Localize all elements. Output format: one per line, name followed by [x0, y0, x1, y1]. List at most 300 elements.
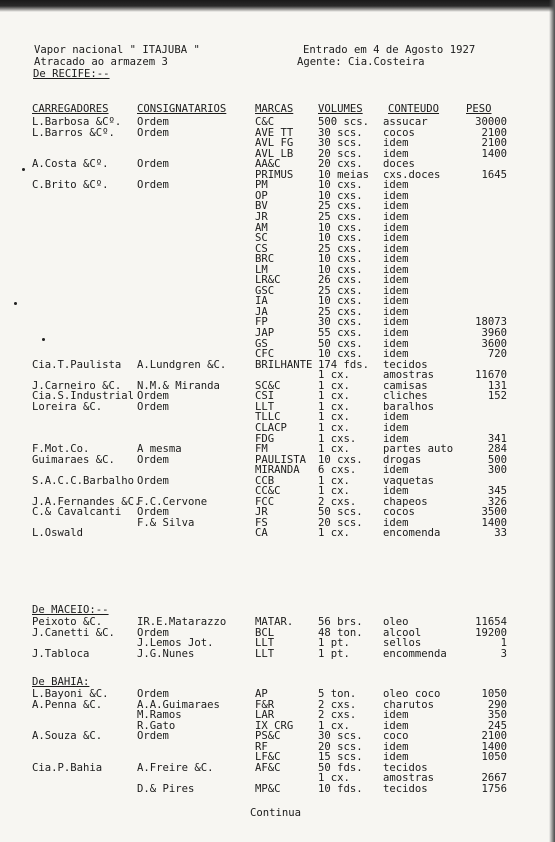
cell-contents: tecidos: [383, 359, 428, 371]
table-row: [0, 233, 555, 244]
cell-shipper: L.Barbosa &Cº.: [32, 117, 122, 128]
cell-contents: idem: [383, 338, 409, 350]
cell-volumes: 2 cxs.: [318, 710, 357, 721]
cell-weight: 326: [487, 496, 507, 508]
table-row: [0, 773, 555, 784]
table-row: [0, 349, 555, 360]
cell-shipper: Cia.T.Paulista: [32, 359, 122, 371]
table-row: [0, 244, 555, 255]
cell-marks: BCL: [255, 627, 275, 639]
cell-volumes: 20 scs.: [318, 741, 363, 753]
cell-volumes: 50 cxs.: [318, 338, 363, 350]
table-row: [0, 402, 555, 413]
table-row: [0, 731, 555, 742]
table-row: [0, 360, 555, 371]
table-row: [0, 138, 555, 149]
cell-marks: MP&C: [255, 783, 281, 795]
table-row: [0, 201, 555, 212]
cell-volumes: 20 cxs.: [318, 159, 363, 170]
berth-info: Atracado ao armazem 3: [34, 56, 168, 68]
cell-marks: FM: [255, 444, 268, 455]
table-row: [0, 170, 555, 181]
cell-weight: 245: [487, 720, 507, 732]
table-row: [0, 742, 555, 753]
cell-contents: idem: [383, 328, 409, 339]
table-row: [0, 296, 555, 307]
cell-marks: BRILHANTE: [255, 359, 313, 371]
column-header-weight: PESO: [466, 103, 492, 115]
cell-weight: 341: [487, 433, 507, 444]
cell-contents: idem: [383, 275, 409, 286]
cell-marks: GSC: [255, 285, 275, 297]
cell-volumes: 2 cxs.: [318, 496, 357, 508]
cell-weight: 1050: [481, 689, 507, 700]
column-header-marks: MARCAS: [255, 103, 294, 115]
cell-volumes: 25 cxs.: [318, 306, 363, 318]
cell-marks: LM: [255, 264, 268, 276]
cell-shipper: L.Barros &Cº.: [32, 127, 115, 139]
cell-consignee: Ordem: [137, 627, 169, 639]
cell-consignee: Ordem: [137, 127, 169, 139]
cell-marks: RF: [255, 741, 268, 753]
cell-contents: idem: [383, 486, 409, 497]
cell-contents: cliches: [383, 391, 428, 402]
table-row: [0, 275, 555, 286]
cell-weight: 300: [487, 465, 507, 476]
table-row: [0, 328, 555, 339]
cell-contents: vaquetas: [383, 475, 435, 487]
table-row: [0, 784, 555, 795]
cell-shipper: A.Penna &C.: [32, 699, 103, 711]
cell-weight: 284: [487, 444, 507, 455]
origin-section-bahia: De BAHIA:: [32, 676, 90, 688]
cell-marks: LR&C: [255, 275, 281, 286]
cell-volumes: 20 scs.: [318, 517, 363, 529]
cell-weight: 1400: [481, 517, 507, 529]
cell-marks: LLT: [255, 401, 275, 413]
cell-shipper: C.& Cavalcanti: [32, 507, 122, 518]
cell-contents: cocos: [383, 507, 415, 518]
cell-consignee: Ordem: [137, 117, 169, 128]
cell-volumes: 1 cx.: [318, 720, 350, 732]
cell-weight: 350: [487, 710, 507, 721]
cell-weight: 1400: [481, 741, 507, 753]
cell-marks: IA: [255, 296, 268, 307]
table-row: [0, 212, 555, 223]
cell-marks: AF&C: [255, 762, 281, 774]
cell-marks: MATAR.: [255, 617, 294, 628]
cell-marks: FP: [255, 317, 268, 328]
cell-weight: 3960: [481, 328, 507, 339]
cell-shipper: A.Souza &C.: [32, 731, 103, 742]
cell-consignee: M.Ramos: [137, 710, 182, 721]
cell-volumes: 1 cx.: [318, 528, 350, 539]
cell-weight: 11670: [475, 370, 507, 381]
table-row: [0, 370, 555, 381]
table-row: [0, 191, 555, 202]
cell-consignee: J.Lemos Jot.: [137, 638, 214, 649]
cell-marks: CFC: [255, 349, 275, 360]
cell-consignee: A.Freire &C.: [137, 762, 214, 774]
cell-shipper: J.Tabloca: [32, 648, 90, 660]
cell-volumes: 10 cxs.: [318, 264, 363, 276]
table-row: [0, 763, 555, 774]
cell-contents: idem: [383, 285, 409, 297]
cell-marks: SC: [255, 233, 268, 244]
cell-marks: AP: [255, 689, 268, 700]
table-row: [0, 223, 555, 234]
cell-contents: idem: [383, 296, 409, 307]
cell-weight: 500: [487, 454, 507, 466]
cell-shipper: Cia.P.Bahia: [32, 762, 103, 774]
cell-marks: C&C: [255, 117, 275, 128]
cell-volumes: 25 cxs.: [318, 285, 363, 297]
cell-contents: tecidos: [383, 762, 428, 774]
cell-contents: idem: [383, 264, 409, 276]
cell-contents: idem: [383, 233, 409, 244]
table-row: [0, 149, 555, 160]
cell-volumes: 10 cxs.: [318, 254, 363, 265]
cell-contents: encomenda: [383, 528, 441, 539]
table-row: [0, 721, 555, 732]
cell-volumes: 2 cxs.: [318, 699, 357, 711]
cell-volumes: 30 scs.: [318, 731, 363, 742]
cell-contents: idem: [383, 211, 409, 223]
cell-volumes: 50 scs.: [318, 507, 363, 518]
cell-contents: camisas: [383, 380, 428, 392]
cell-contents: charutos: [383, 699, 435, 711]
cell-marks: LLT: [255, 638, 275, 649]
cell-shipper: F.Mot.Co.: [32, 444, 90, 455]
cell-contents: partes auto: [383, 444, 454, 455]
cell-volumes: 1 cx.: [318, 380, 350, 392]
table-row: [0, 117, 555, 128]
agent-info: Agente: Cia.Costeira: [297, 56, 425, 68]
cell-weight: 3600: [481, 338, 507, 350]
cell-contents: drogas: [383, 454, 422, 466]
cell-contents: idem: [383, 222, 409, 233]
cell-weight: 290: [487, 699, 507, 711]
cell-shipper: Peixoto &C.: [32, 617, 103, 628]
cell-consignee: A.A.Guimaraes: [137, 699, 220, 711]
cell-volumes: 1 cx.: [318, 444, 350, 455]
cell-marks: TLLC: [255, 412, 281, 423]
cell-marks: AVL LB: [255, 148, 294, 160]
cell-shipper: L.Oswald: [32, 528, 84, 539]
cell-weight: 720: [487, 349, 507, 360]
cell-marks: CSI: [255, 391, 275, 402]
cell-contents: idem: [383, 720, 409, 732]
cell-weight: 3500: [481, 507, 507, 518]
cell-volumes: 56 brs.: [318, 617, 363, 628]
cell-volumes: 10 fds.: [318, 783, 363, 795]
cell-consignee: A mesma: [137, 444, 182, 455]
table-row: [0, 159, 555, 170]
cell-weight: 30000: [475, 117, 507, 128]
cell-shipper: J.A.Fernandes &C.: [32, 496, 141, 508]
cell-marks: CC&C: [255, 486, 281, 497]
cell-contents: idem: [383, 306, 409, 318]
cell-contents: chapeos: [383, 496, 428, 508]
cell-weight: 19200: [475, 627, 507, 639]
cell-contents: idem: [383, 517, 409, 529]
cell-volumes: 50 fds.: [318, 762, 363, 774]
cell-contents: oleo: [383, 617, 409, 628]
cell-marks: LF&C: [255, 752, 281, 763]
cell-contents: idem: [383, 433, 409, 444]
cell-contents: idem: [383, 349, 409, 360]
cell-contents: cocos: [383, 127, 415, 139]
cell-contents: amostras: [383, 773, 435, 784]
cell-volumes: 10 cxs.: [318, 349, 363, 360]
table-row: [0, 689, 555, 700]
table-row: [0, 476, 555, 487]
cell-marks: GS: [255, 338, 268, 350]
cell-contents: idem: [383, 317, 409, 328]
table-row: [0, 180, 555, 191]
column-header-volumes: VOLUMES: [318, 103, 363, 115]
cell-consignee: Ordem: [137, 689, 169, 700]
cell-consignee: IR.E.Matarazzo: [137, 617, 227, 628]
cell-marks: IX CRG: [255, 720, 294, 732]
cell-weight: 11654: [475, 617, 507, 628]
cell-weight: 2100: [481, 127, 507, 139]
column-header-consignees: CONSIGNATARIOS: [137, 103, 227, 115]
cell-shipper: Cia.S.Industrial: [32, 391, 135, 402]
cell-contents: idem: [383, 201, 409, 212]
table-row: [0, 444, 555, 455]
table-row: [0, 391, 555, 402]
cell-weight: 345: [487, 486, 507, 497]
cell-weight: 2100: [481, 731, 507, 742]
cell-volumes: 1 cx.: [318, 370, 350, 381]
cell-consignee: D.& Pires: [137, 783, 195, 795]
cell-weight: 1756: [481, 783, 507, 795]
cell-shipper: Loreira &C.: [32, 401, 103, 413]
cell-contents: sellos: [383, 638, 422, 649]
table-row: [0, 638, 555, 649]
table-row: [0, 412, 555, 423]
table-row: [0, 752, 555, 763]
cell-volumes: 30 cxs.: [318, 317, 363, 328]
cell-volumes: 10 cxs.: [318, 222, 363, 233]
cell-contents: idem: [383, 138, 409, 149]
table-row: [0, 265, 555, 276]
column-header-shippers: CARREGADORES: [32, 103, 109, 115]
cell-weight: 2667: [481, 773, 507, 784]
cell-marks: FDG: [255, 433, 275, 444]
table-row: [0, 423, 555, 434]
cell-marks: JAP: [255, 328, 275, 339]
table-row: [0, 710, 555, 721]
cell-volumes: 26 cxs.: [318, 275, 363, 286]
cell-volumes: 1 cx.: [318, 412, 350, 423]
cell-contents: amostras: [383, 370, 435, 381]
cell-shipper: Guimaraes &C.: [32, 454, 115, 466]
cell-marks: F&R: [255, 699, 275, 711]
table-row: [0, 254, 555, 265]
cell-shipper: J.Canetti &C.: [32, 627, 115, 639]
cell-contents: idem: [383, 412, 409, 423]
cell-contents: alcool: [383, 627, 422, 639]
table-row: [0, 286, 555, 297]
cell-marks: MIRANDA: [255, 465, 300, 476]
cell-volumes: 10 cxs.: [318, 180, 363, 191]
cell-shipper: S.A.C.C.Barbalho: [32, 475, 135, 487]
cell-volumes: 1 cx.: [318, 401, 350, 413]
cell-consignee: Ordem: [137, 391, 169, 402]
cell-volumes: 10 cxs.: [318, 190, 363, 202]
cell-volumes: 1 cx.: [318, 391, 350, 402]
cell-contents: idem: [383, 422, 409, 434]
cell-volumes: 1 cxs.: [318, 433, 357, 444]
cell-marks: JA: [255, 306, 268, 318]
cell-marks: OP: [255, 190, 268, 202]
cell-volumes: 500 scs.: [318, 117, 370, 128]
cell-volumes: 6 cxs.: [318, 465, 357, 476]
cell-contents: idem: [383, 190, 409, 202]
table-row: [0, 528, 555, 539]
cell-volumes: 1 pt.: [318, 648, 350, 660]
cell-contents: oleo coco: [383, 689, 441, 700]
cell-shipper: C.Brito &Cº.: [32, 180, 109, 191]
cell-marks: FS: [255, 517, 268, 529]
table-row: [0, 455, 555, 466]
cell-weight: 3: [500, 648, 507, 660]
cell-contents: baralhos: [383, 401, 435, 413]
cell-marks: CA: [255, 528, 268, 539]
cell-contents: idem: [383, 752, 409, 763]
cell-weight: 18073: [475, 317, 507, 328]
cell-volumes: 55 cxs.: [318, 328, 363, 339]
cell-consignee: N.M.& Miranda: [137, 380, 220, 392]
cell-marks: LAR: [255, 710, 275, 721]
cell-contents: idem: [383, 741, 409, 753]
cell-contents: idem: [383, 710, 409, 721]
cell-marks: AM: [255, 222, 268, 233]
cell-volumes: 5 ton.: [318, 689, 357, 700]
cell-consignee: Ordem: [137, 401, 169, 413]
cell-weight: 2100: [481, 138, 507, 149]
cell-marks: PM: [255, 180, 268, 191]
table-row: [0, 128, 555, 139]
ship-name: Vapor nacional " ITAJUBA ": [34, 44, 200, 56]
cell-weight: 131: [487, 380, 507, 392]
cell-volumes: 1 cx.: [318, 475, 350, 487]
cell-volumes: 48 ton.: [318, 627, 363, 639]
cell-consignee: Ordem: [137, 180, 169, 191]
cell-consignee: F.& Silva: [137, 517, 195, 529]
cell-volumes: 30 scs.: [318, 138, 363, 149]
table-row: [0, 465, 555, 476]
cell-volumes: 30 scs.: [318, 127, 363, 139]
cell-weight: 152: [487, 391, 507, 402]
table-row: [0, 497, 555, 508]
table-row: [0, 486, 555, 497]
continued-note: Continua: [250, 807, 302, 819]
cell-volumes: 25 cxs.: [318, 211, 363, 223]
cell-contents: doces: [383, 159, 415, 170]
cell-weight: 33: [494, 528, 507, 539]
cell-volumes: 174 fds.: [318, 359, 370, 371]
table-row: [0, 649, 555, 660]
cell-marks: AA&C: [255, 159, 281, 170]
cell-marks: BRC: [255, 254, 275, 265]
cell-contents: cxs.doces: [383, 169, 441, 181]
table-row: [0, 617, 555, 628]
cell-marks: CCB: [255, 475, 275, 487]
cell-contents: coco: [383, 731, 409, 742]
table-row: [0, 307, 555, 318]
cell-consignee: A.Lundgren &C.: [137, 359, 227, 371]
origin-section-maceio: De MACEIO:--: [32, 604, 109, 616]
cell-contents: idem: [383, 243, 409, 255]
cell-weight: 1: [500, 638, 507, 649]
cell-contents: encommenda: [383, 648, 447, 660]
cell-shipper: J.Carneiro &C.: [32, 380, 122, 392]
table-row: [0, 317, 555, 328]
table-row: [0, 339, 555, 350]
cell-marks: JR: [255, 211, 268, 223]
cell-volumes: 25 cxs.: [318, 243, 363, 255]
cell-marks: FCC: [255, 496, 275, 508]
table-row: [0, 381, 555, 392]
table-row: [0, 518, 555, 529]
cell-marks: PRIMUS: [255, 169, 294, 181]
cell-consignee: R.Gato: [137, 720, 176, 732]
column-header-contents: CONTEUDO: [388, 103, 440, 115]
cell-marks: CLACP: [255, 422, 287, 434]
cell-volumes: 1 cx.: [318, 422, 350, 434]
cell-weight: 1050: [481, 752, 507, 763]
table-row: [0, 434, 555, 445]
cell-weight: 1645: [481, 169, 507, 181]
cell-contents: tecidos: [383, 783, 428, 795]
cell-volumes: 1 cx.: [318, 486, 350, 497]
cell-consignee: Ordem: [137, 475, 169, 487]
cell-contents: idem: [383, 465, 409, 476]
cell-consignee: Ordem: [137, 159, 169, 170]
cell-consignee: Ordem: [137, 454, 169, 466]
cell-consignee: J.G.Nunes: [137, 648, 195, 660]
cell-marks: AVE TT: [255, 127, 294, 139]
cell-marks: AVL FG: [255, 138, 294, 149]
table-row: [0, 507, 555, 518]
table-row: [0, 700, 555, 711]
cell-consignee: Ordem: [137, 731, 169, 742]
cell-shipper: L.Bayoni &C.: [32, 689, 109, 700]
cell-volumes: 15 scs.: [318, 752, 363, 763]
cell-volumes: 10 cxs.: [318, 296, 363, 307]
cell-volumes: 25 cxs.: [318, 201, 363, 212]
cell-marks: PAULISTA: [255, 454, 307, 466]
cell-volumes: 10 meias: [318, 169, 370, 181]
cell-volumes: 20 scs.: [318, 148, 363, 160]
cell-volumes: 10 cxs.: [318, 233, 363, 244]
cell-marks: CS: [255, 243, 268, 255]
cell-marks: LLT: [255, 648, 275, 660]
table-row: [0, 628, 555, 639]
cell-marks: SC&C: [255, 380, 281, 392]
arrival-date: Entrado em 4 de Agosto 1927: [303, 44, 476, 56]
cell-contents: idem: [383, 148, 409, 160]
cell-marks: BV: [255, 201, 268, 212]
cell-contents: idem: [383, 254, 409, 265]
origin-section-recife: De RECIFE:--: [33, 68, 110, 80]
cell-consignee: Ordem: [137, 507, 169, 518]
cell-marks: JR: [255, 507, 268, 518]
cell-contents: assucar: [383, 117, 428, 128]
